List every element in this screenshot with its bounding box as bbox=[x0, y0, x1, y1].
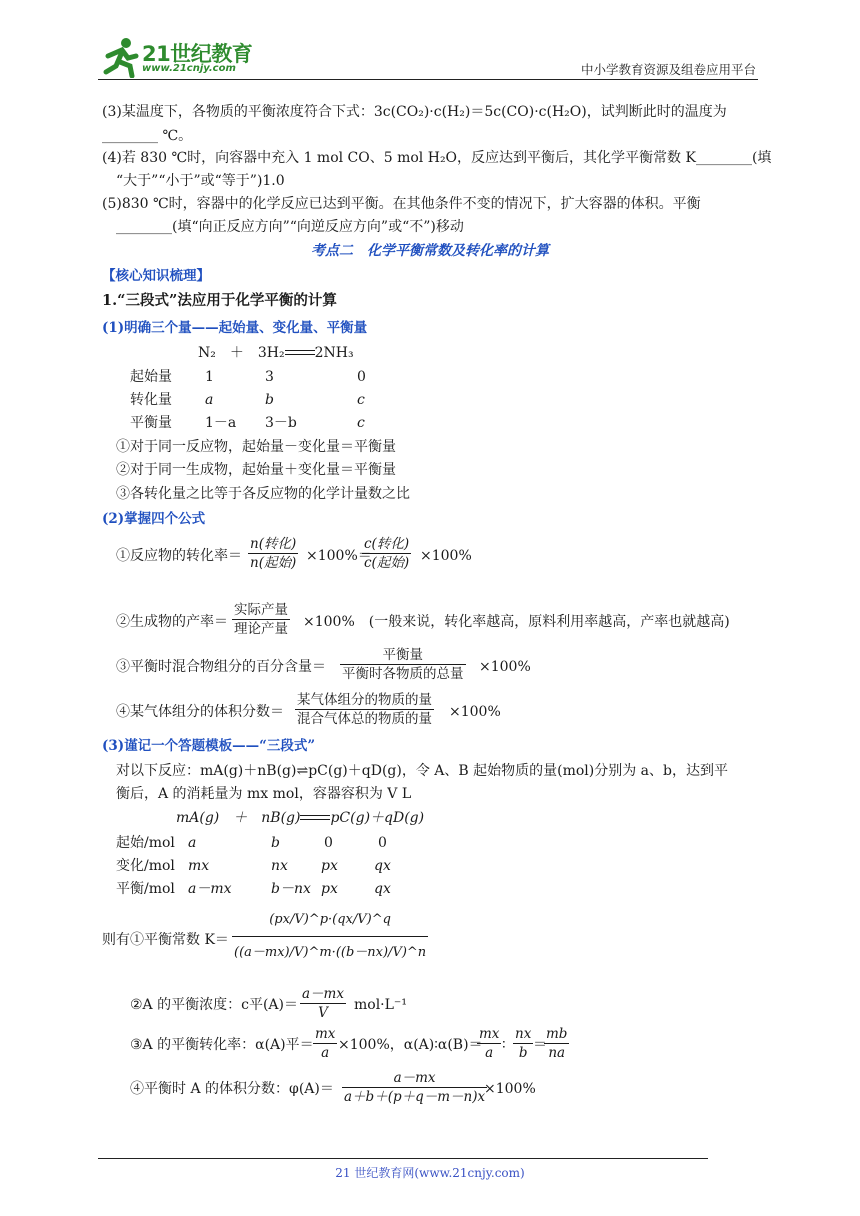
denominator: c(起始) bbox=[364, 555, 410, 571]
subheading-3: (3)谨记一个答题模板——“三段式” bbox=[102, 738, 316, 754]
question-4-line2: “大于”“小于”或“等于”)1.0 bbox=[116, 173, 285, 189]
numerator: a－mx bbox=[302, 986, 344, 1002]
denominator: a bbox=[321, 1045, 330, 1061]
equals-sign: ＝ bbox=[533, 1037, 547, 1053]
row-label: 起始量 bbox=[130, 369, 172, 385]
table-cell: 1－a bbox=[205, 415, 237, 431]
denominator: a＋b＋(p＋q－m－n)x bbox=[344, 1089, 486, 1105]
formula-3-lead: ③平衡时混合物组分的百分含量＝ bbox=[116, 659, 326, 675]
denominator: na bbox=[548, 1045, 566, 1061]
denominator: ((a－mx)/V)^m·((b－nx)/V)^n bbox=[234, 945, 427, 960]
subheading-2: (2)掌握四个公式 bbox=[102, 511, 206, 527]
formula-2-lead: ②生成物的产率＝ bbox=[116, 614, 228, 630]
equation-1 bbox=[198, 343, 354, 363]
formula-2-tail: ×100% (一般来说，转化率越高，原料利用率越高，产率也就越高) bbox=[303, 614, 730, 630]
conversion-lead: ③A 的平衡转化率：α(A)平＝ bbox=[130, 1037, 314, 1053]
numerator: nx bbox=[515, 1026, 532, 1042]
fraction bbox=[232, 601, 290, 638]
fraction bbox=[313, 1025, 337, 1062]
section-title: 考点二 化学平衡常数及转化率的计算 bbox=[311, 243, 549, 259]
template-line-1: 对以下反应：mA(g)＋nB(g)⇌pC(g)＋qD(g)，令 A、B 起始物质的量(mol)分别为 a、b，达到平 bbox=[116, 763, 728, 779]
formula-1-mid: ×100%＝ bbox=[306, 548, 372, 564]
table-cell: qx bbox=[374, 858, 391, 874]
table-cell: b bbox=[265, 392, 274, 408]
rule-2: ②对于同一生成物，起始量＋变化量＝平衡量 bbox=[116, 462, 396, 478]
table-cell: a bbox=[205, 392, 214, 408]
table-cell: 3 bbox=[265, 369, 274, 385]
table-cell: b bbox=[271, 835, 280, 851]
table-cell: 3－b bbox=[265, 415, 297, 431]
equilibrium-arrow-icon bbox=[300, 813, 330, 823]
logo-text: 21世纪教育 bbox=[142, 42, 253, 66]
table-cell: qx bbox=[374, 881, 391, 897]
footer-divider bbox=[98, 1158, 708, 1159]
ratio-colon: ∶ bbox=[502, 1037, 506, 1053]
table-cell: nx bbox=[271, 858, 288, 874]
equation-2-products: pC(g)＋qD(g) bbox=[330, 810, 425, 826]
fraction bbox=[340, 646, 466, 683]
fraction bbox=[248, 535, 298, 572]
table-cell: mx bbox=[188, 858, 210, 874]
formula-1-lead: ①反应物的转化率＝ bbox=[116, 548, 242, 564]
question-3-line2: ________ ℃。 bbox=[102, 128, 193, 144]
table-cell: px bbox=[321, 858, 338, 874]
conc-lead: ②A 的平衡浓度：c平(A)＝ bbox=[130, 997, 298, 1013]
numerator: n(转化) bbox=[250, 536, 297, 552]
equation-2 bbox=[176, 808, 424, 828]
numerator: mx bbox=[315, 1026, 336, 1042]
fraction bbox=[362, 535, 411, 572]
conc-unit: mol·L⁻¹ bbox=[354, 997, 407, 1013]
equilibrium-arrow-icon bbox=[285, 348, 315, 358]
rule-3: ③各转化量之比等于各反应物的化学计量数之比 bbox=[116, 486, 410, 502]
heading-1: 1.“三段式”法应用于化学平衡的计算 bbox=[102, 292, 337, 309]
logo-url: www.21cnjy.com bbox=[142, 63, 236, 74]
table-cell: 0 bbox=[357, 369, 366, 385]
core-heading: 【核心知识梳理】 bbox=[102, 268, 210, 284]
runner-logo-icon bbox=[98, 36, 142, 78]
denominator: a bbox=[485, 1045, 494, 1061]
numerator: mx bbox=[479, 1026, 500, 1042]
denominator: 混合气体总的物质的量 bbox=[297, 711, 432, 727]
denominator: b bbox=[518, 1045, 528, 1061]
k-fraction bbox=[232, 904, 428, 969]
table-cell: a bbox=[188, 835, 197, 851]
fraction bbox=[513, 1025, 533, 1062]
numerator: c(转化) bbox=[364, 536, 410, 552]
row-label: 平衡量 bbox=[130, 415, 172, 431]
question-4-line1: (4)若 830 ℃时，向容器中充入 1 mol CO、5 mol H₂O，反应达到平衡后，其化学平衡常数 K________(填 bbox=[102, 150, 772, 166]
numerator: 平衡量 bbox=[340, 646, 466, 665]
header-divider bbox=[98, 79, 758, 80]
fraction bbox=[295, 691, 434, 728]
question-5-line1: (5)830 ℃时，容器中的化学反应已达到平衡。在其他条件不变的情况下，扩大容器的体积。平衡 bbox=[102, 196, 701, 212]
fraction bbox=[544, 1025, 569, 1062]
table-cell: a－mx bbox=[188, 881, 232, 897]
row-label: 起始/mol bbox=[116, 835, 175, 851]
table-cell: px bbox=[321, 881, 338, 897]
equation-2-reactants: mA(g) ＋ nB(g) bbox=[176, 810, 301, 826]
table-cell: b－nx bbox=[271, 881, 311, 897]
question-3-line1: (3)某温度下，各物质的平衡浓度符合下式：3c(CO₂)·c(H₂)＝5c(CO)·c(H₂O)，试判断此时的温度为 bbox=[102, 104, 727, 120]
table-cell: 1 bbox=[205, 369, 214, 385]
numerator: mb bbox=[546, 1026, 568, 1042]
row-label: 转化量 bbox=[130, 392, 172, 408]
table-cell: c bbox=[357, 415, 365, 431]
equation-1-products: 2NH₃ bbox=[314, 345, 354, 361]
fraction bbox=[300, 985, 346, 1022]
table-cell: c bbox=[357, 392, 365, 408]
volume-lead: ④平衡时 A 的体积分数：φ(A)＝ bbox=[130, 1081, 334, 1097]
table-cell: 0 bbox=[324, 835, 333, 851]
denominator: 平衡时各物质的总量 bbox=[342, 666, 464, 682]
subheading-1: (1)明确三个量——起始量、变化量、平衡量 bbox=[102, 320, 368, 336]
numerator: (px/V)^p·(qx/V)^q bbox=[232, 904, 428, 937]
platform-name: 中小学教育资源及组卷应用平台 bbox=[580, 62, 756, 77]
question-5-line2: ________(填“向正反应方向”“向逆反应方向”或“不”)移动 bbox=[116, 219, 464, 235]
numerator: 某气体组分的物质的量 bbox=[297, 692, 432, 708]
denominator: n(起始) bbox=[250, 555, 297, 571]
row-label: 平衡/mol bbox=[116, 881, 175, 897]
numerator: a－mx bbox=[342, 1069, 487, 1088]
denominator: V bbox=[318, 1005, 328, 1021]
rule-1: ①对于同一反应物，起始量－变化量＝平衡量 bbox=[116, 439, 396, 455]
equation-1-reactants: N₂ ＋ 3H₂ bbox=[198, 345, 285, 361]
fraction bbox=[342, 1069, 487, 1106]
fraction bbox=[477, 1025, 501, 1062]
template-line-2: 衡后，A 的消耗量为 mx mol，容器容积为 V L bbox=[116, 786, 412, 802]
conversion-mid: ×100%，α(A)∶α(B)＝ bbox=[338, 1037, 483, 1053]
volume-tail: ×100% bbox=[484, 1081, 536, 1097]
formula-4-tail: ×100% bbox=[449, 704, 501, 720]
row-label: 变化/mol bbox=[116, 858, 175, 874]
k-formula-lead: 则有①平衡常数 K＝ bbox=[102, 932, 229, 948]
formula-4-lead: ④某气体组分的体积分数＝ bbox=[116, 704, 284, 720]
table-cell: 0 bbox=[378, 835, 387, 851]
footer-text: 21 世纪教育网(www.21cnjy.com) bbox=[335, 1166, 525, 1180]
formula-3-tail: ×100% bbox=[479, 659, 531, 675]
denominator: 理论产量 bbox=[234, 621, 288, 637]
numerator: 实际产量 bbox=[234, 602, 288, 618]
formula-1-tail: ×100% bbox=[420, 548, 472, 564]
